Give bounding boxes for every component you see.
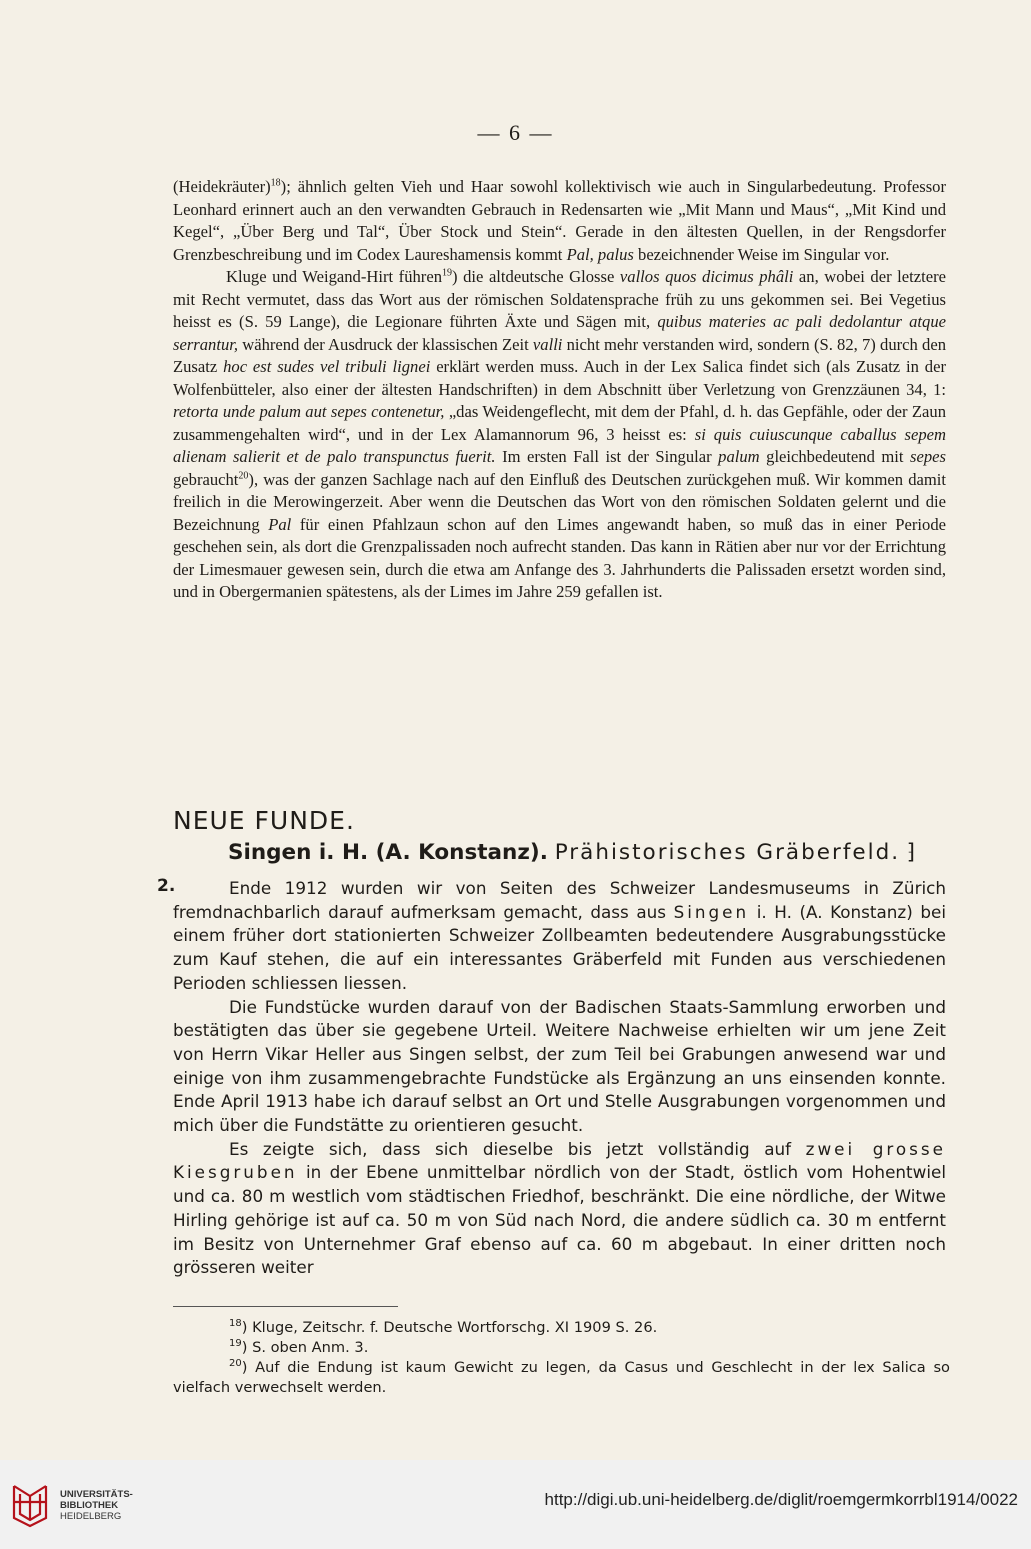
footnote-text: Auf die Endung ist kaum Gewicht zu legen, da Casus und Geschlecht in der lex Salica so vielfach verwechselt werden. (173, 1359, 950, 1396)
ub-heidelberg-logo-icon[interactable] (10, 1482, 50, 1528)
italic-text: sepes (910, 447, 946, 466)
footnotes (173, 1318, 950, 1398)
paragraph: Es zeigte sich, dass sich dieselbe bis jetzt vollständig auf zwei grosse Kiesgruben in der Ebene unmittelbar nördlich von der Stadt, östlich vom Hohentwiel und ca. 80 m westlich vom städtischen Friedhof, beschränkt. Die eine nördliche, der Witwe Hirling gehörige ist auf ca. 50 m von Süd nach Nord, die andere südlich ca. 30 m entfernt im Besitz von Unternehmer Graf ebenso auf ca. 60 m abgebaut. In einer dritten noch grösseren weiter (173, 1138, 946, 1278)
viewer-footer (0, 1460, 1031, 1549)
find-place: Singen i. H. (A. Konstanz). (228, 840, 548, 865)
spaced-text: zwei grosse Kiesgruben (173, 1138, 946, 1183)
italic-text: Pal (268, 514, 292, 534)
find-description: Prähistorisches Gräberfeld. (554, 840, 901, 865)
italic-text: hoc est sudes vel tribuli lignei (223, 357, 431, 376)
margin-mark: ⁆ (906, 840, 916, 865)
page-number: — 6 — (477, 120, 554, 145)
section-text-1 (173, 176, 946, 604)
spaced-text: Singen (673, 901, 750, 922)
paragraph: (Heidekräuter)$^{18}$); ähnlich gelten Vieh und Haar sowohl kollektivisch wie auch in Singularbedeutung. Professor Leonhard erinnert auch an den verwandten Gebrauch in Redensarten wie „Mit Mann und Maus“, „Mit Kind und Kegel“, „Über Berg und Tal“, Über Stock und Stein“. Gerade in den ältesten Quellen, in der Rengsdorfer Grenzbeschreibung und im Codex Laureshamensis kommt Pal, palus bezeichnender Weise im Singular vor. (173, 177, 946, 264)
find-subheading (228, 840, 915, 865)
footnote-reference: 18 (270, 177, 281, 189)
italic-text: vallos quos dicimus phâli (619, 267, 794, 286)
paragraph: Ende 1912 wurden wir von Seiten des Schweizer Landesmuseums in Zürich fremdnachbarlich darauf aufmerksam gemacht, dass aus Singen i. H. (A. Konstanz) bei einem früher dort stationierten Schweizer Zollbeamten bedeutendere Ausgrabungsstücke zum Kauf stehen, die auf ein interessantes Gräberfeld mit Funden aus verschiedenen Perioden schliessen liessen. (173, 878, 946, 993)
footnote-number: 20 (229, 1358, 242, 1370)
italic-text: palum (718, 447, 760, 466)
footnote-reference: 19 (442, 267, 452, 279)
italic-text: quibus materies ac pali dedolantur atque serrantur, (173, 312, 946, 354)
paragraph: Die Fundstücke wurden darauf von der Badischen Staats-Sammlung erworben und bestätigten das über sie gegebene Urteil. Weitere Nachweise erhielten wir um jene Zeit von Herrn Vikar Heller aus Singen selbst, der zum Teil bei Grabungen anwesend war und einige von ihm zusammengebrachte Fundstücke als Ergänzung an uns einsenden konnte. Ende April 1913 habe ich darauf selbst an Ort und Stelle Ausgrabungen vorgenommen und mich über die Fundstätte zu orientieren gesucht. (173, 996, 946, 1136)
library-name-line: BIBLIOTHEK (60, 1500, 119, 1511)
footnote-number: 18 (229, 1318, 242, 1330)
library-name-line: HEIDELBERG (60, 1511, 122, 1522)
library-name-line: UNIVERSITÄTS- (60, 1489, 133, 1500)
footnote: $^{20}$) Auf die Endung ist kaum Gewicht zu legen, da Casus und Geschlecht in der lex Salica so vielfach verwechselt werden. (173, 1358, 950, 1396)
footnote: $^{19}$) S. oben Anm. 3. (229, 1338, 369, 1356)
entry-number: 2. (157, 876, 176, 896)
permalink-url[interactable]: http://digi.ub.uni-heidelberg.de/diglit/roemgermkorrbl1914/0022 (544, 1490, 1018, 1509)
italic-text: si quis cuiuscunque caballus sepem alienam salierit et de palo transpunctus fuerit. (173, 424, 946, 466)
italic-text: valli (532, 334, 563, 354)
footnote-reference: 20 (238, 469, 249, 481)
italic-text: retorta unde palum aut sepes contenetur, (173, 402, 445, 421)
library-name[interactable] (60, 1489, 133, 1522)
italic-text: Pal, palus (566, 244, 634, 264)
paragraph: Kluge und Weigand-Hirt führen$^{19}$) die altdeutsche Glosse vallos quos dicimus phâli an, wobei der letztere mit Recht vermutet, dass das Wort aus der römischen Soldatensprache früh zu uns gekommen sei. Bei Vegetius heisst es (S. 59 Lange), die Legionare führten Äxte und Sägen mit, quibus materies ac pali dedolantur atque serrantur, während der Ausdruck der klassischen Zeit valli nicht mehr verstanden wird, sondern (S. 82, 7) durch den Zusatz hoc est sudes vel tribuli lignei erklärt werden muss. Auch in der Lex Salica findet sich (als Zusatz in der Wolfenbütteler, also einer der ältesten Handschriften) in dem Abschnitt über Verletzung von Grenzzäunen 34, 1: retorta unde palum aut sepes contenetur, „das Weidengeflecht, mit dem der Pfahl, d. h. das Gepfähle, oder der Zaun zusammengehalten wird“, und in der Lex Alamannorum 96, 3 heisst es: si quis cuiuscunque caballus sepem alienam salierit et de palo transpunctus fuerit. Im ersten Fall ist der Singular palum gleichbedeutend mit sepes gebraucht$^{20}$), was der ganzen Sachlage nach auf den Einfluß des Deutschen zurückgehen muß. Wir kommen damit freilich in die Merowingerzeit. Aber wenn die Deutschen das Wort von den römischen Soldaten gelernt und die Bezeichnung Pal für einen Pfahlzaun schon auf den Limes angewandt haben, so muß das in einer Periode geschehen sein, als dort die Grenzpalissaden noch aufrecht standen. Das kann in Rätien aber nur vor der Errichtung der Limesmauer gewesen sein, durch die etwa am Anfange des 3. Jahrhunderts die Palissaden ersetzt worden sind, und in Obergermanien spätestens, als der Limes im Jahre 259 gefallen ist. (173, 267, 947, 601)
section-heading: NEUE FUNDE. (173, 806, 355, 835)
footnote-text: S. oben Anm. 3. (252, 1339, 369, 1356)
footnote-number: 19 (229, 1338, 242, 1350)
section-text-2 (173, 877, 946, 1280)
footnote: $^{18}$) Kluge, Zeitschr. f. Deutsche Wortforschg. XI 1909 S. 26. (229, 1318, 658, 1336)
footnote-text: Kluge, Zeitschr. f. Deutsche Wortforschg. XI 1909 S. 26. (252, 1319, 658, 1336)
footnote-divider (173, 1306, 398, 1307)
